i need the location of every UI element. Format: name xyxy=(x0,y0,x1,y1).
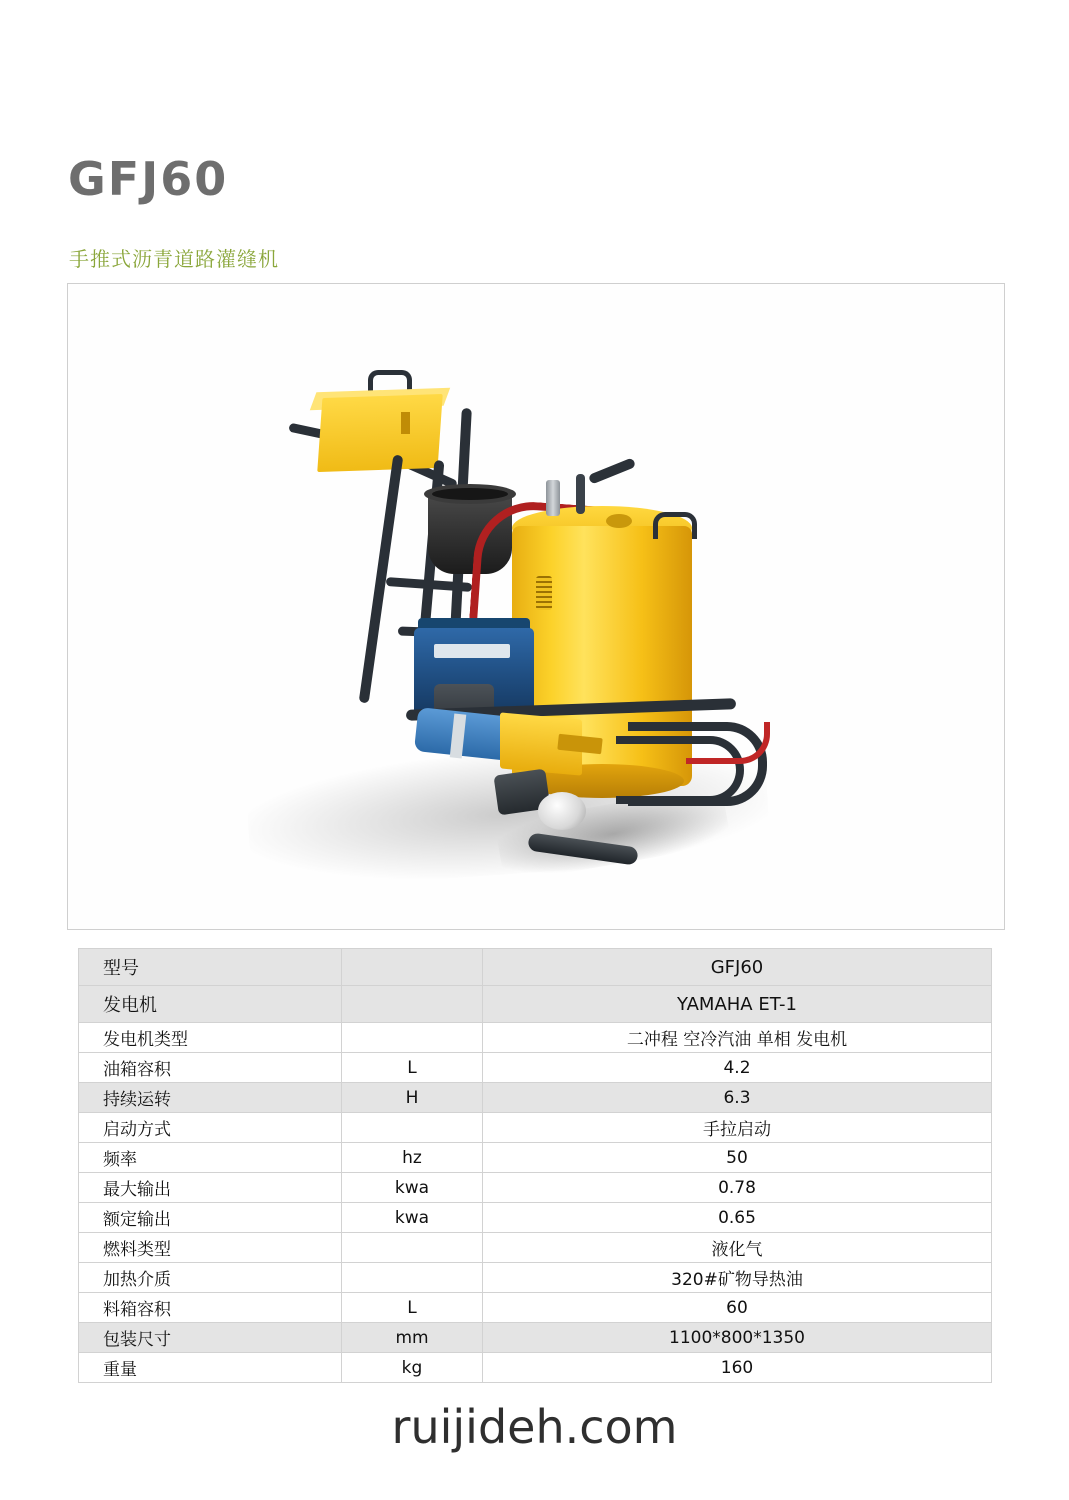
spec-value: YAMAHA ET-1 xyxy=(483,986,992,1023)
spec-unit: hz xyxy=(342,1143,483,1173)
table-row xyxy=(79,1113,992,1143)
spec-label: 燃料类型 xyxy=(79,1233,342,1263)
spec-value: 4.2 xyxy=(483,1053,992,1083)
table-row xyxy=(79,1233,992,1263)
lid-latch xyxy=(401,412,410,434)
spec-unit xyxy=(342,949,483,986)
hopper-lid xyxy=(317,394,443,472)
spec-unit: kg xyxy=(342,1353,483,1383)
spec-value: GFJ60 xyxy=(483,949,992,986)
tank-vent-grille xyxy=(536,576,552,610)
specification-table-body xyxy=(79,949,992,1383)
product-image xyxy=(68,284,1004,929)
spec-value: 60 xyxy=(483,1293,992,1323)
spec-unit: L xyxy=(342,1053,483,1083)
tank-valve xyxy=(546,480,560,516)
spec-label: 额定输出 xyxy=(79,1203,342,1233)
spec-value: 液化气 xyxy=(483,1233,992,1263)
spec-label: 加热介质 xyxy=(79,1263,342,1293)
spec-value: 0.65 xyxy=(483,1203,992,1233)
red-hose-lower xyxy=(686,722,770,764)
spec-label: 油箱容积 xyxy=(79,1053,342,1083)
spec-label: 重量 xyxy=(79,1353,342,1383)
spec-value: 手拉启动 xyxy=(483,1113,992,1143)
spec-label: 包装尺寸 xyxy=(79,1323,342,1353)
table-row xyxy=(79,1263,992,1293)
page-subtitle: 手推式沥青道路灌缝机 xyxy=(69,247,279,271)
spec-unit: H xyxy=(342,1083,483,1113)
spec-label: 发电机类型 xyxy=(79,1023,342,1053)
generator-label-plate xyxy=(434,644,510,658)
product-image-frame xyxy=(67,283,1005,930)
control-lever-stem xyxy=(576,474,585,514)
table-row xyxy=(79,1143,992,1173)
spec-value: 50 xyxy=(483,1143,992,1173)
spec-unit xyxy=(342,1263,483,1293)
spec-unit xyxy=(342,986,483,1023)
spec-value: 320#矿物导热油 xyxy=(483,1263,992,1293)
spec-label: 频率 xyxy=(79,1143,342,1173)
spec-label: 料箱容积 xyxy=(79,1293,342,1323)
site-watermark: ruijideh.com xyxy=(391,1400,678,1454)
spec-unit: kwa xyxy=(342,1203,483,1233)
control-lever xyxy=(588,457,636,484)
tank-handle xyxy=(653,512,697,539)
table-row xyxy=(79,949,992,986)
spec-label: 持续运转 xyxy=(79,1083,342,1113)
spec-unit: mm xyxy=(342,1323,483,1353)
spec-unit xyxy=(342,1113,483,1143)
spec-unit: L xyxy=(342,1293,483,1323)
spec-value: 二冲程 空冷汽油 单相 发电机 xyxy=(483,1023,992,1053)
front-wheel xyxy=(538,792,586,830)
table-row xyxy=(79,1173,992,1203)
spec-label: 最大输出 xyxy=(79,1173,342,1203)
tank-cap xyxy=(606,514,632,528)
table-row xyxy=(79,1293,992,1323)
hopper-opening xyxy=(432,488,508,500)
table-row xyxy=(79,986,992,1023)
table-row xyxy=(79,1203,992,1233)
spec-value: 6.3 xyxy=(483,1083,992,1113)
specification-table xyxy=(78,948,992,1383)
spec-label: 启动方式 xyxy=(79,1113,342,1143)
spec-value: 1100*800*1350 xyxy=(483,1323,992,1353)
table-row xyxy=(79,1353,992,1383)
table-row xyxy=(79,1083,992,1113)
page-title: GFJ60 xyxy=(68,152,229,206)
table-row xyxy=(79,1323,992,1353)
spec-label: 发电机 xyxy=(79,986,342,1023)
table-row xyxy=(79,1023,992,1053)
table-row xyxy=(79,1053,992,1083)
spec-label: 型号 xyxy=(79,949,342,986)
spec-unit xyxy=(342,1023,483,1053)
spec-unit xyxy=(342,1233,483,1263)
spec-value: 160 xyxy=(483,1353,992,1383)
spec-value: 0.78 xyxy=(483,1173,992,1203)
spec-unit: kwa xyxy=(342,1173,483,1203)
